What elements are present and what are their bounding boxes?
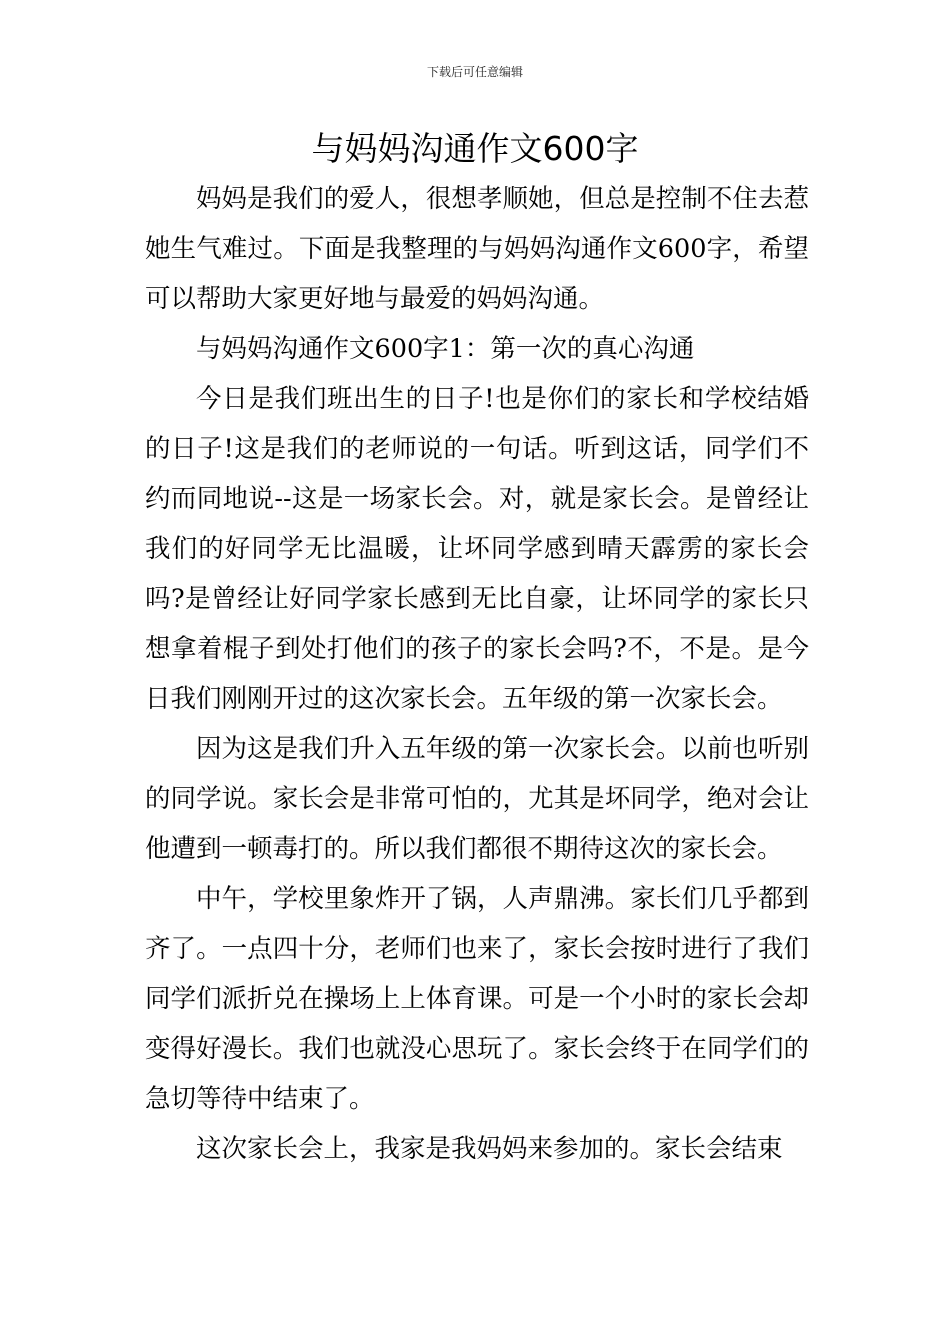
- document-title: 与妈妈沟通作文600字: [311, 129, 639, 168]
- document-body: [145, 174, 809, 1174]
- paragraph: 因为这是我们升入五年级的第一次家长会。以前也听别的同学说。家长会是非常可怕的，尤其是坏同学，绝对会让他遭到一顿毒打的。所以我们都很不期待这次的家长会。: [145, 734, 809, 864]
- paragraph: 这次家长会上，我家是我妈妈来参加的。家长会结束: [196, 1134, 783, 1164]
- paragraph: 今日是我们班出生的日子!也是你们的家长和学校结婚的日子!这是我们的老师说的一句话。听到这话，同学们不约而同地说--这是一场家长会。对，就是家长会。是曾经让我们的好同学无比温暖，让坏同学感到晴天霹雳的家长会吗?是曾经让好同学家长感到无比自豪，让坏同学的家长只想拿着棍子到处打他们的孩子的家长会吗?不，不是。是今日我们刚刚开过的这次家长会。五年级的第一次家长会。: [145, 384, 809, 714]
- paragraph-intro: 妈妈是我们的爱人，很想孝顺她，但总是控制不住去惹她生气难过。下面是我整理的与妈妈沟通作文600字，希望可以帮助大家更好地与最爱的妈妈沟通。: [145, 184, 809, 314]
- paragraph: 中午，学校里象炸开了锅，人声鼎沸。家长们几乎都到齐了。一点四十分，老师们也来了，家长会按时进行了我们同学们派折兑在操场上上体育课。可是一个小时的家长会却变得好漫长。我们也就没心思玩了。家长会终于在同学们的急切等待中结束了。: [145, 884, 809, 1114]
- paragraph-subtitle: 与妈妈沟通作文600字1：第一次的真心沟通: [196, 334, 695, 364]
- header-note: 下载后可任意编辑: [426, 65, 523, 79]
